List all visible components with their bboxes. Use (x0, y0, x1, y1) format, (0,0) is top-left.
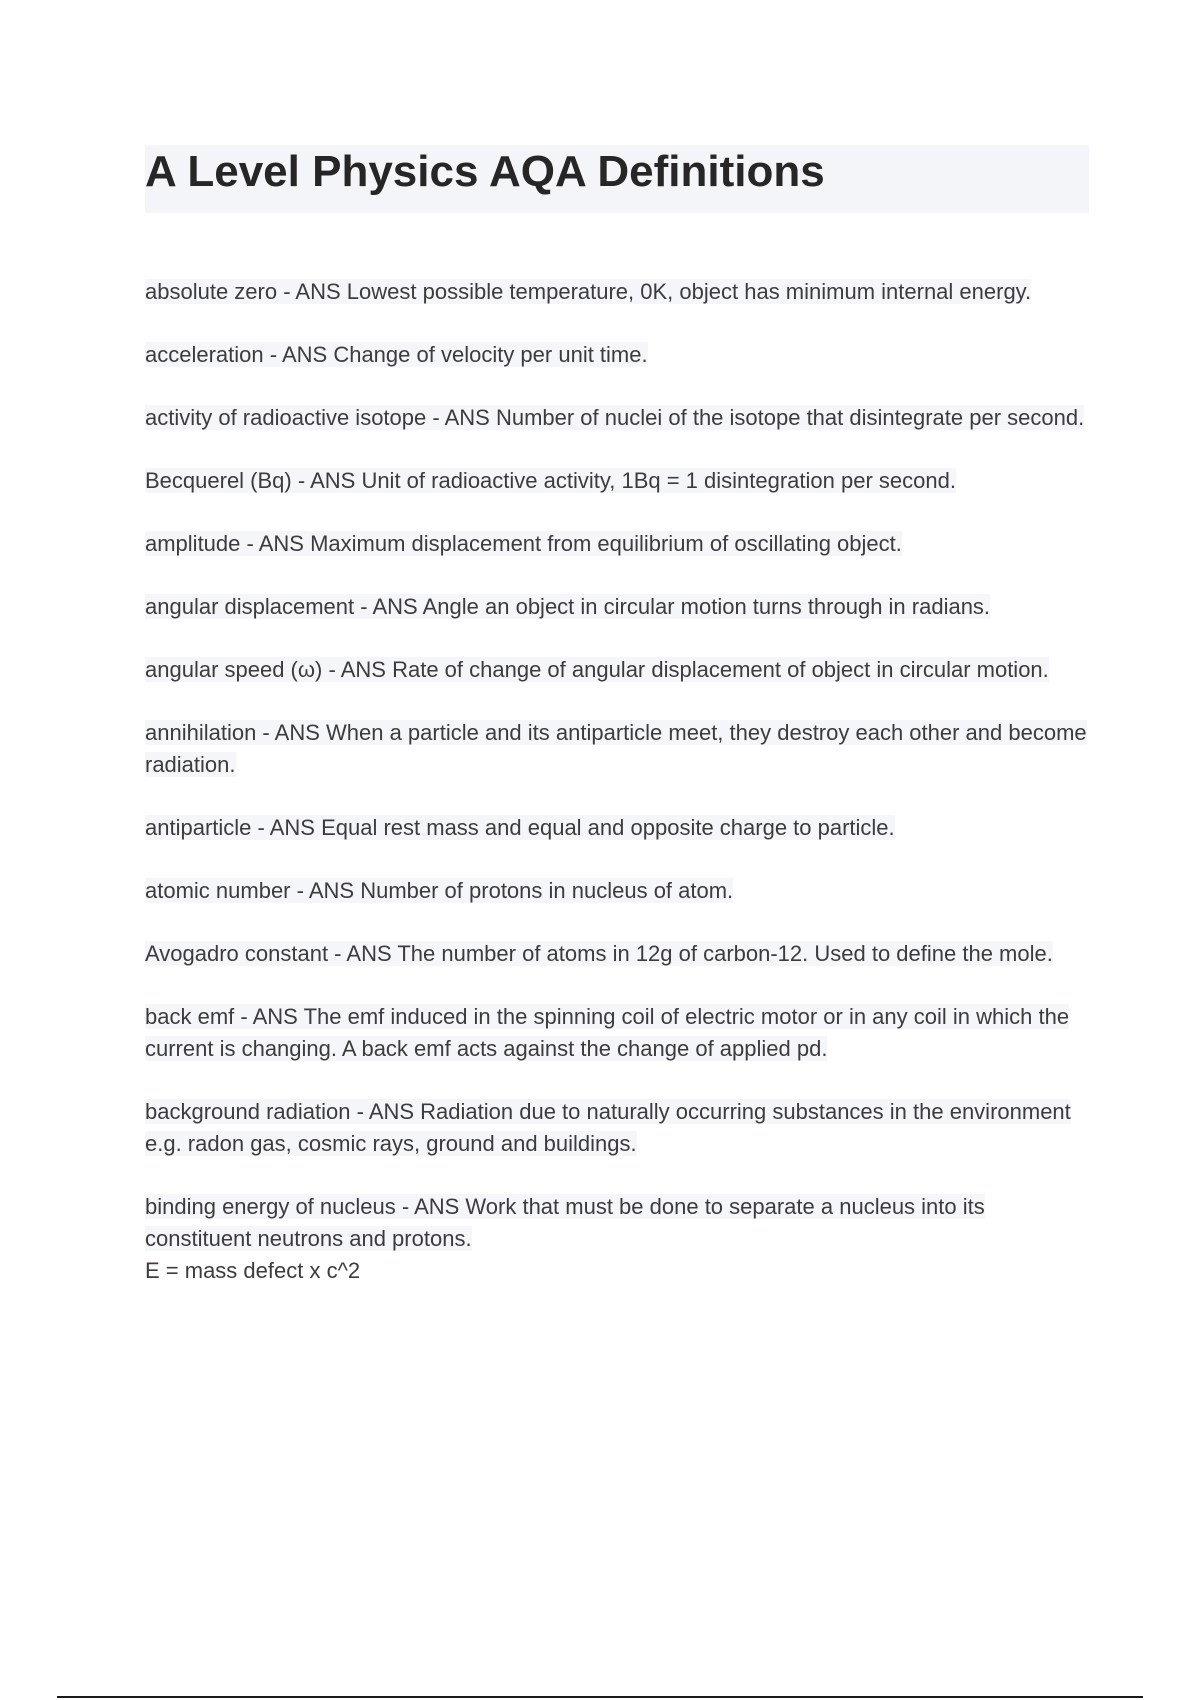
definition-term: binding energy of nucleus (145, 1194, 396, 1219)
definition-term: activity of radioactive isotope (145, 405, 427, 430)
definition-entry (145, 528, 1095, 560)
definition-text: Unit of radioactive activity, 1Bq = 1 disintegration per second. (361, 468, 956, 493)
definition-text: Maximum displacement from equilibrium of oscillating object. (310, 531, 902, 556)
definition-text: Work that must be done to separate a nucleus into its constituent neutrons and protons. (145, 1194, 985, 1251)
definition-text: The emf induced in the spinning coil of electric motor or in any coil in which the current is changing. A back emf acts against the change of applied pd. (145, 1004, 1070, 1061)
definition-term: annihilation (145, 720, 257, 745)
definition-entry (145, 654, 1095, 686)
answer-separator: - ANS (291, 468, 362, 493)
definition-term: acceleration (145, 342, 264, 367)
definition-term: back emf (145, 1004, 235, 1029)
page-title: A Level Physics AQA Definitions (145, 147, 825, 196)
definition-text: Rate of change of angular displacement of object in circular motion. (392, 657, 1049, 682)
answer-separator: - ANS (322, 657, 393, 682)
definition-term: angular speed (ω) (145, 657, 323, 682)
definition-term: amplitude (145, 531, 241, 556)
definition-entry (145, 1096, 1095, 1160)
definition-entry (145, 402, 1095, 434)
definition-text: Radiation due to naturally occurring substances in the environment e.g. radon gas, cosmic rays, ground and buildings. (145, 1099, 1071, 1156)
definition-term: absolute zero (145, 279, 278, 304)
definition-text: When a particle and its antiparticle meet, they destroy each other and become radiation. (145, 720, 1087, 777)
answer-separator: - ANS (350, 1099, 421, 1124)
definition-entry (145, 875, 1095, 907)
answer-separator: - ANS (328, 941, 398, 966)
definition-entry (145, 276, 1095, 308)
page-bottom-divider (57, 1696, 1143, 1698)
definition-text: Number of protons in nucleus of atom. (360, 878, 734, 903)
definition-text: Angle an object in circular motion turns through in radians. (422, 594, 991, 619)
answer-separator: - ANS (290, 878, 361, 903)
definition-term: angular displacement (145, 594, 355, 619)
definition-term: Becquerel (Bq) (145, 468, 292, 493)
answer-separator: - ANS (240, 531, 311, 556)
definition-text: The number of atoms in 12g of carbon-12. Used to define the mole. (397, 941, 1053, 966)
definition-entry (145, 938, 1095, 970)
answer-separator: - ANS (234, 1004, 304, 1029)
definition-text: Number of nuclei of the isotope that disintegrate per second. (495, 405, 1085, 430)
definition-term: background radiation (145, 1099, 351, 1124)
definition-entry (145, 717, 1095, 781)
definition-text: Equal rest mass and equal and opposite charge to particle. (321, 815, 895, 840)
definition-entry (145, 812, 1095, 844)
definition-entry (145, 1001, 1095, 1065)
definition-term: antiparticle (145, 815, 252, 840)
definition-term: atomic number (145, 878, 291, 903)
definition-entry (145, 339, 1095, 371)
definition-text: Change of velocity per unit time. (333, 342, 648, 367)
definition-entry (145, 465, 1095, 497)
answer-separator: - ANS (354, 594, 423, 619)
definition-term: Avogadro constant (145, 941, 329, 966)
definition-entry (145, 1191, 1095, 1287)
formula-line: E = mass defect x c^2 (145, 1258, 361, 1283)
answer-separator: - ANS (277, 279, 347, 304)
definitions-list (145, 276, 1095, 1318)
answer-separator: - ANS (395, 1194, 466, 1219)
answer-separator: - ANS (251, 815, 322, 840)
definition-entry (145, 591, 1095, 623)
answer-separator: - ANS (256, 720, 326, 745)
answer-separator: - ANS (426, 405, 496, 430)
answer-separator: - ANS (263, 342, 334, 367)
definition-text: Lowest possible temperature, 0K, object has minimum internal energy. (346, 279, 1032, 304)
